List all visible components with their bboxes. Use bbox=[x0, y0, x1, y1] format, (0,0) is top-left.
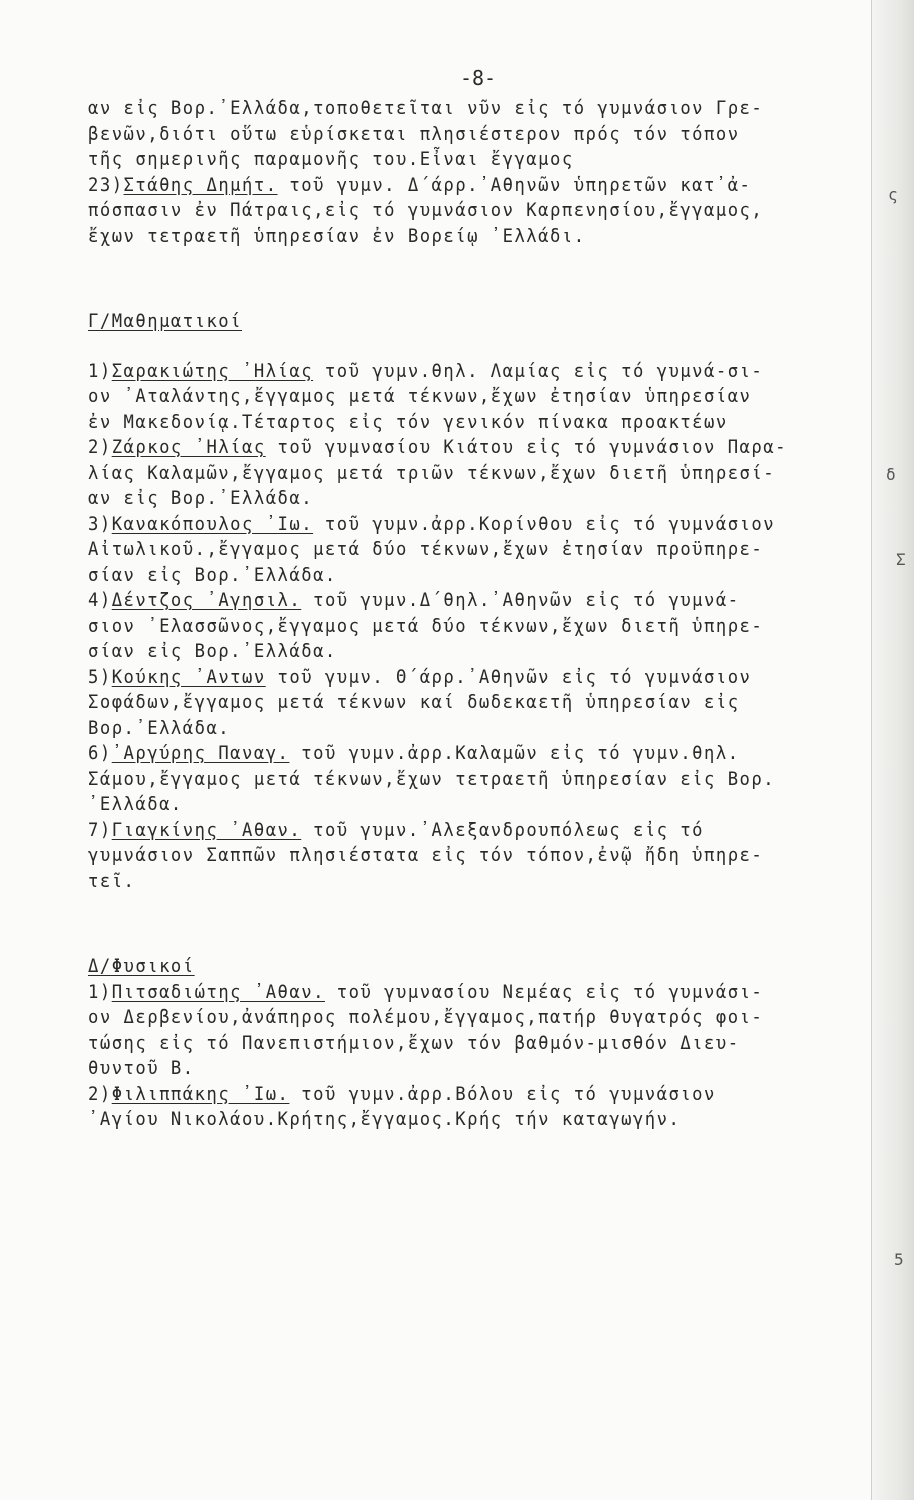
text-line bbox=[88, 512, 813, 538]
text-line bbox=[88, 461, 813, 487]
underlined-name: Στάθης Δημήτ. bbox=[123, 174, 278, 196]
text-line bbox=[88, 1056, 813, 1082]
text-line bbox=[88, 198, 813, 224]
line-text: 6) bbox=[88, 743, 112, 764]
underlined-name: Γιαγκίνης ᾽Αθαν. bbox=[111, 819, 302, 841]
text-line bbox=[88, 792, 813, 818]
line-text: 1) bbox=[88, 981, 112, 1003]
line-text: τοῦ γυμνασίου Νεμέας εἰς τό γυμνάσι- bbox=[324, 981, 764, 1003]
page-edge bbox=[871, 0, 914, 1500]
line-text: σίαν εἰς Βορ.᾽Ελλάδα. bbox=[88, 641, 337, 662]
line-text: τοῦ γυμν.ἀρρ.Κορίνθου εἰς τό γυμνάσιον bbox=[313, 513, 776, 535]
line-text: γυμνάσιον Σαππῶν πλησιέστατα εἰς τόν τόπον,ἐνῷ ἤδη ὑπηρε- bbox=[88, 845, 764, 866]
line-text: 5) bbox=[88, 666, 112, 688]
line-text: ον ᾽Αταλάντης,ἔγγαμος μετά τέκνων,ἔχων ἐτησίαν ὑπηρεσίαν bbox=[88, 386, 752, 407]
line-text: Βορ.᾽Ελλάδα. bbox=[88, 717, 231, 739]
page-number: -8- bbox=[459, 66, 497, 90]
line-text: αν εἰς Βορ.᾽Ελλάδα,τοποθετεῖται νῦν εἰς τό γυμνάσιον Γρε- bbox=[88, 98, 764, 119]
text-line bbox=[88, 767, 813, 793]
line-text: 3) bbox=[88, 513, 112, 535]
text-line bbox=[88, 384, 813, 410]
line-text: 2) bbox=[88, 1083, 112, 1105]
line-text: ᾽Ελλάδα. bbox=[88, 794, 183, 815]
text-line bbox=[88, 359, 813, 385]
line-text: Σάμου,ἔγγαμος μετά τέκνων,ἔχων τετραετῆ ὑπηρεσίαν εἰς Βορ. bbox=[88, 768, 776, 790]
underlined-name: Πιτσαδιώτης ᾽Αθαν. bbox=[111, 981, 325, 1003]
edge-mark: δ bbox=[886, 465, 896, 484]
underlined-name: Δέντζος ᾽Αγησιλ. bbox=[111, 590, 302, 611]
text-line bbox=[88, 410, 813, 436]
edge-mark: 5 bbox=[894, 1250, 904, 1269]
text-line bbox=[88, 741, 813, 767]
text-line bbox=[88, 486, 813, 512]
line-text: 7) bbox=[88, 819, 112, 841]
line-text: τοῦ γυμν.θηλ. Λαμίας εἰς τό γυμνά-σι- bbox=[313, 360, 764, 382]
text-line bbox=[88, 869, 813, 895]
text-line bbox=[88, 147, 813, 173]
line-text: τοῦ γυμν. Δ΄άρρ.᾽Αθηνῶν ὑπηρετῶν κατ᾽ἀ- bbox=[277, 174, 752, 196]
line-text: 2) bbox=[88, 437, 112, 458]
line-text: τῆς σημερινῆς παραμονῆς του.Εἶναι ἔγγαμος bbox=[88, 149, 574, 170]
edge-mark: ς bbox=[888, 185, 898, 204]
line-text: ἔχων τετραετῆ ὑπηρεσίαν ἐν Βορείῳ ᾽Ελλάδι. bbox=[88, 225, 586, 247]
line-text: 4) bbox=[88, 590, 112, 611]
line-text: τοῦ γυμν.᾽Αλεξανδρουπόλεως εἰς τό bbox=[301, 819, 705, 841]
text-line bbox=[88, 843, 813, 869]
line-text: βενῶν,διότι οὕτω εὑρίσκεται πλησιέστερον πρός τόν τόπον bbox=[88, 123, 740, 145]
text-line bbox=[88, 954, 813, 980]
text-line bbox=[88, 818, 813, 844]
text-line bbox=[88, 1031, 813, 1057]
document-body bbox=[88, 96, 868, 1133]
line-text: τοῦ γυμν.ἀρρ.Βόλου εἰς τό γυμνάσιον bbox=[289, 1083, 716, 1105]
section-heading bbox=[88, 309, 813, 335]
text-line bbox=[88, 435, 813, 461]
underlined-name: Δ/Φυσικοί bbox=[88, 956, 195, 977]
text-line bbox=[88, 537, 813, 563]
line-text: 23) bbox=[88, 174, 124, 196]
text-line bbox=[88, 588, 813, 614]
line-text: τοῦ γυμν. Θ΄άρρ.᾽Αθηνῶν εἰς τό γυμνάσιον bbox=[265, 666, 752, 688]
line-text: θυντοῦ Β. bbox=[88, 1058, 195, 1079]
line-text: τοῦ γυμνασίου Κιάτου εἰς τό γυμνάσιον Παρα- bbox=[265, 437, 787, 458]
text-line bbox=[88, 1107, 813, 1133]
text-line bbox=[88, 980, 813, 1006]
edge-mark: Σ bbox=[896, 550, 906, 569]
line-text: λίας Καλαμῶν,ἔγγαμος μετά τριῶν τέκνων,ἔχων διετῆ ὑπηρεσί- bbox=[88, 462, 776, 484]
underlined-name: Κούκης ᾽Αντων bbox=[111, 666, 266, 688]
text-line bbox=[88, 639, 813, 665]
text-line bbox=[88, 614, 813, 640]
typewritten-document bbox=[88, 66, 868, 1133]
line-text: σιον ᾽Ελασσῶνος,ἔγγαμος μετά δύο τέκνων,ἔχων διετῆ ὑπηρε- bbox=[88, 615, 764, 637]
line-text: Αἰτωλικοῦ.,ἔγγαμος μετά δύο τέκνων,ἔχων ἐτησίαν προϋπηρε- bbox=[88, 539, 764, 560]
line-text: ον Δερβενίου,ἀνάπηρος πολέμου,ἔγγαμος,πατήρ θυγατρός φοι- bbox=[88, 1007, 764, 1028]
underlined-name: ᾽Αργύρης Παναγ. bbox=[111, 743, 290, 764]
line-text: τώσης εἰς τό Πανεπιστήμιον,ἔχων τόν βαθμόν-μισθόν Διευ- bbox=[88, 1032, 740, 1054]
line-text: ἐν Μακεδονίᾳ.Τέταρτος εἰς τόν γενικόν πίνακα προακτέων bbox=[88, 411, 728, 433]
line-text: σίαν εἰς Βορ.᾽Ελλάδα. bbox=[88, 564, 337, 586]
line-text: τοῦ γυμν.ἀρρ.Καλαμῶν εἰς τό γυμν.θηλ. bbox=[289, 743, 740, 764]
line-text: αν εἰς Βορ.᾽Ελλάδα. bbox=[88, 488, 314, 509]
underlined-name: Κανακόπουλος ᾽Ιω. bbox=[111, 513, 314, 535]
underlined-name: Φιλιππάκης ᾽Ιω. bbox=[111, 1083, 290, 1105]
text-line bbox=[88, 665, 813, 691]
line-text: Σοφάδων,ἔγγαμος μετά τέκνων καί δωδεκαετῆ ὑπηρεσίαν εἰς bbox=[88, 692, 740, 713]
section-spacer bbox=[88, 894, 868, 954]
text-line bbox=[88, 690, 813, 716]
underlined-name: Σαρακιώτης ᾽Ηλίας bbox=[111, 360, 314, 382]
text-line bbox=[88, 122, 813, 148]
section-spacer bbox=[88, 249, 868, 309]
line-text: 1) bbox=[88, 360, 112, 382]
text-line bbox=[88, 173, 813, 199]
underlined-name: Ζάρκος ᾽Ηλίας bbox=[111, 437, 266, 458]
line-text: τεῖ. bbox=[88, 870, 136, 892]
text-line bbox=[88, 716, 813, 742]
text-line bbox=[88, 563, 813, 589]
text-line bbox=[88, 1082, 813, 1108]
text-line bbox=[88, 224, 813, 250]
line-text: ᾽Αγίου Νικολάου.Κρήτης,ἔγγαμος.Κρής τήν καταγωγήν. bbox=[88, 1109, 681, 1130]
text-line bbox=[88, 96, 813, 122]
text-line bbox=[88, 1005, 813, 1031]
underlined-name: Γ/Μαθηματικοί bbox=[88, 311, 243, 332]
line-text: τοῦ γυμν.Δ΄θηλ.᾽Αθηνῶν εἰς τό γυμνά- bbox=[301, 590, 740, 611]
line-text: πόσπασιν ἐν Πάτραις,εἰς τό γυμνάσιον Καρπενησίου,ἔγγαμος, bbox=[88, 200, 764, 221]
